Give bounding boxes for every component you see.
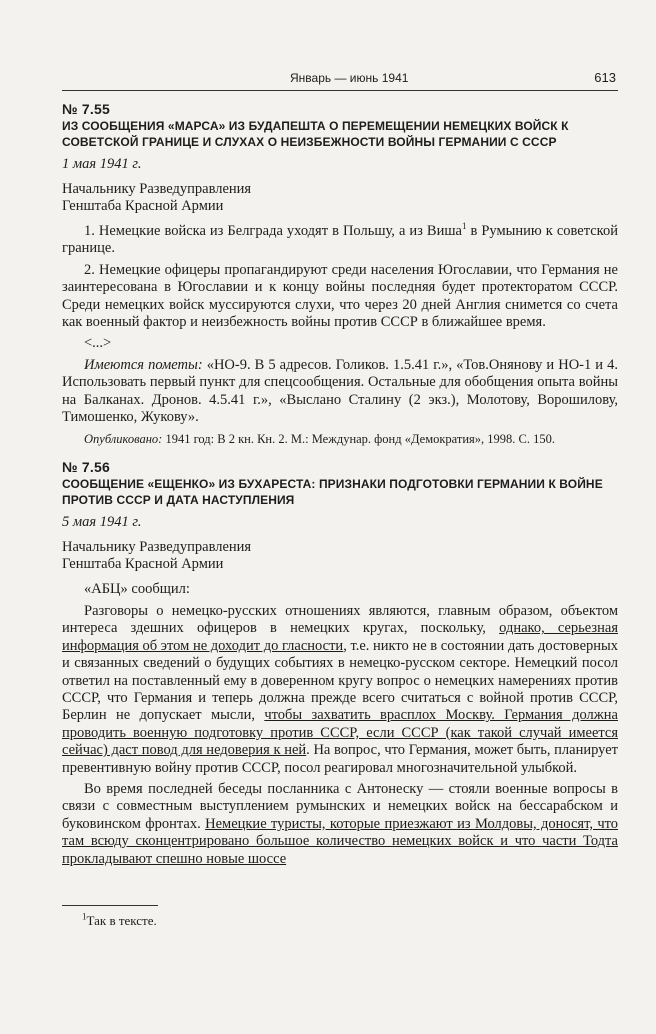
- doc-number: № 7.55: [62, 101, 110, 117]
- document-7-56: [62, 459, 618, 868]
- intro-line: «АБЦ» сообщил:: [84, 581, 190, 598]
- addressee-line: Начальнику Разведуправления: [62, 181, 252, 197]
- paragraph: 2. Немецкие офицеры пропагандируют среди населения Югославии, что Германия не заинтересована в Югославии и к концу войны последняя будет протекторатом СССР. Среди немецких войск муссируются слухи, что через 20 дней Англия снимется со счета как военный фактор и неизбежность войны против СССР в ближайшее время.: [62, 261, 618, 331]
- text-run: . На вопрос, что Германия, может быть, планирует превентивную войну против СССР, посол реагировал многозначительной улыбкой.: [62, 742, 618, 776]
- marks-note: [62, 357, 618, 427]
- doc-date: 5 мая 1941 г.: [62, 514, 142, 531]
- paragraph: [62, 223, 618, 258]
- text-run: , т.е. никто не в состоянии дать достоверных и связанных сведений о будущих событиях в немецко-русском секторе. Немецкий посол ответил на поставленный ему в доверенном кругу вопрос о немецких намерениях против СССР, что Германия и теперь должна прежде всего считаться с войной против СССР, Берлин не допускает мысли,: [62, 637, 619, 724]
- underlined-text: Немецкие туристы, которые приезжают из Молдовы, доносят, что там всюду сконцентрировано большое количество немецких войск и что части Тодта прокладывают спешно новые шоссе: [62, 815, 619, 867]
- underlined-text: чтобы захватить врасплох Москву. Германия должна проводить военную подготовку против СССР, если СССР (как такой случай имеется сейчас) даст повод для недоверия к ней: [62, 707, 618, 759]
- footnote: [82, 913, 157, 929]
- text-run: Во время последней беседы посланника с Антонеску — стояли военные вопросы в связи с совместным выступлением румынских и немецких войск на бессарабском и буковинском фронтах.: [62, 780, 618, 832]
- published-label: Опубликовано:: [84, 432, 163, 447]
- doc-number: № 7.56: [62, 459, 110, 476]
- text-run: Разговоры о немецко-русских отношениях являются, главным образом, объектом интереса здешних офицеров в немецких кругах, поскольку,: [62, 602, 618, 637]
- published-note: [62, 432, 618, 447]
- text-run: в Румынию к советской границе.: [62, 223, 619, 257]
- paragraph: [62, 781, 618, 868]
- running-header: [62, 70, 618, 91]
- footnote-text: Так в тексте.: [86, 913, 157, 928]
- addressee: [62, 539, 618, 573]
- published-text: 1941 год: В 2 кн. Кн. 2. М.: Междунар. фонд «Демократия», 1998. С. 150.: [162, 432, 556, 447]
- paragraph: [62, 603, 618, 777]
- page-number: 613: [594, 70, 616, 85]
- marks-label: Имеются пометы:: [84, 356, 203, 373]
- marks-text: «НО-9. В 5 адресов. Голиков. 1.5.41 г.», «Тов.Онянову и НО-1 и 4. Использовать первый пункт для спецсообщения. Остальные для обобщения опыта войны на Балканах. Дронов. 4.5.41 г.», «Выслано Сталину (2 экз.), Молотову, Ворошилову, Тимошенко, Жукову».: [62, 356, 618, 426]
- document-page: [62, 70, 618, 872]
- running-title: Январь — июнь 1941: [290, 71, 409, 85]
- doc-heading: ИЗ СООБЩЕНИЯ «МАРСА» ИЗ БУДАПЕШТА О ПЕРЕМЕЩЕНИИ НЕМЕЦКИХ ВОЙСК К СОВЕТСКОЙ ГРАНИЦЕ И СЛУХАХ О НЕИЗБЕЖНОСТИ ВОЙНЫ ГЕРМАНИИ С СССР: [62, 119, 569, 149]
- ellipsis: <...>: [84, 335, 112, 352]
- doc-heading: СООБЩЕНИЕ «ЕЩЕНКО» ИЗ БУХАРЕСТА: ПРИЗНАКИ ПОДГОТОВКИ ГЕРМАНИИ К ВОЙНЕ ПРОТИВ СССР И ДАТА НАСТУПЛЕНИЯ: [62, 477, 603, 508]
- document-7-55: [62, 101, 618, 447]
- addressee-line: Генштаба Красной Армии: [62, 556, 224, 573]
- addressee-line: Начальнику Разведуправления: [62, 539, 252, 556]
- addressee-line: Генштаба Красной Армии: [62, 198, 224, 214]
- doc-date: 1 мая 1941 г.: [62, 156, 142, 172]
- footnote-ref[interactable]: 1: [461, 221, 467, 232]
- addressee: [62, 181, 618, 215]
- underlined-text: однако, серьезная информация об этом не доходит до гласности: [62, 620, 618, 654]
- footnote-mark: 1: [82, 911, 87, 922]
- footnote-rule: [62, 905, 158, 906]
- text-run: 1. Немецкие войска из Белграда уходят в Польшу, а из Виша: [84, 223, 462, 239]
